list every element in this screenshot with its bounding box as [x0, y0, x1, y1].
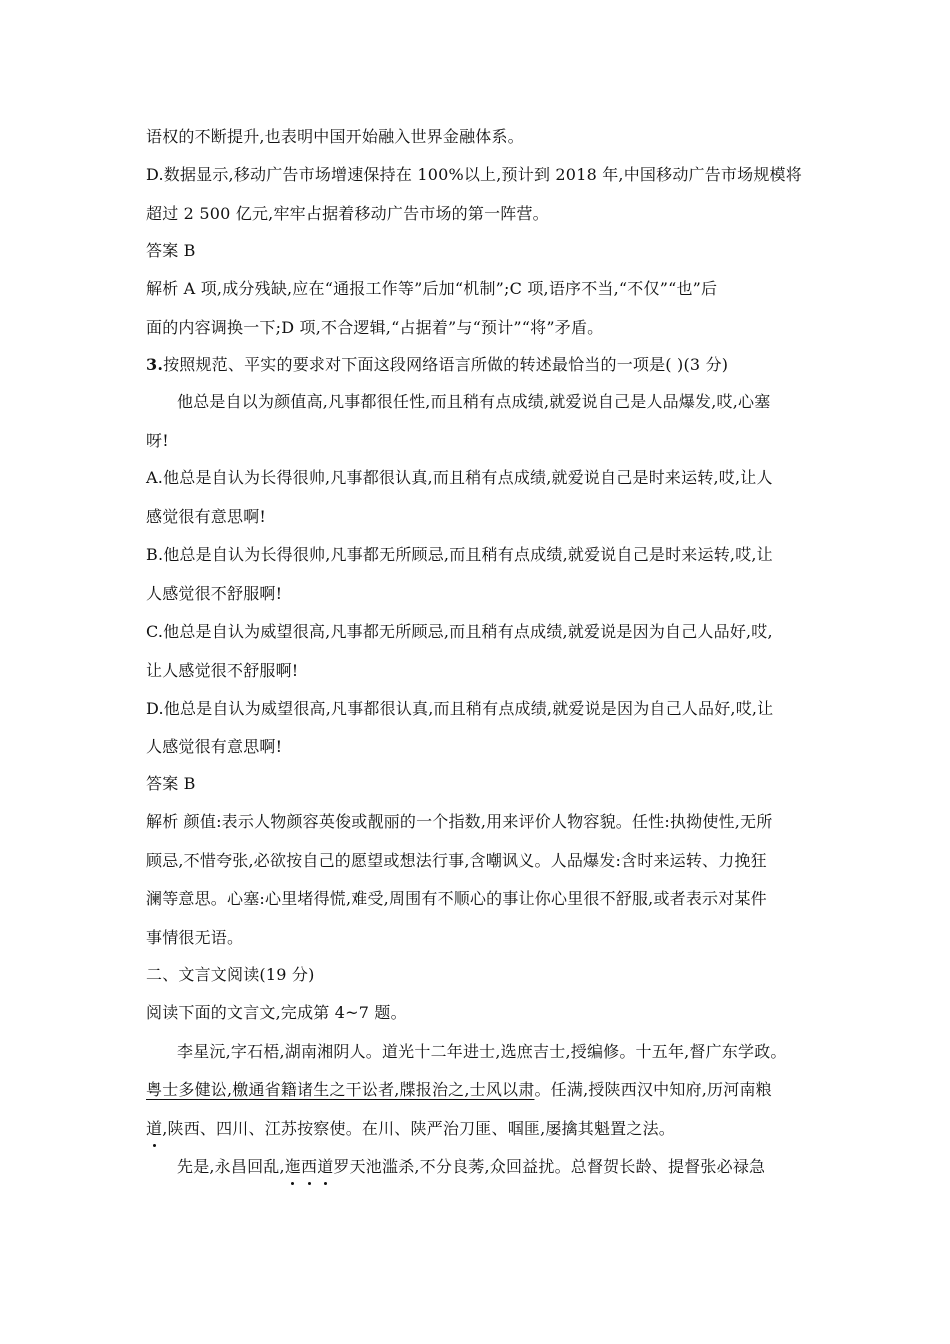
option-a-line-1: A.他总是自认为长得很帅,凡事都很认真,而且稍有点成绩,就爱说自己是时来运转,哎,让人 [146, 468, 773, 487]
answer-line: 答案 B [146, 241, 196, 260]
emphasized-char: 道 [317, 1157, 334, 1176]
option-b-line-2: 人感觉很不舒服啊! [146, 584, 283, 603]
section-heading: 二、文言文阅读(19 分) [146, 965, 315, 984]
option-d-line-1: D.数据显示,移动广告市场增速保持在 100%以上,预计到 2018 年,中国移动广告市场规模将 [146, 165, 802, 184]
explanation-line-1: 解析 颜值:表示人物颜容英俊或靓丽的一个指数,用来评价人物容貌。任性:执拗使性,无所 [146, 812, 773, 831]
question-3-line [146, 355, 816, 375]
question-number: 3. [146, 355, 164, 374]
emphasized-char: 西 [300, 1157, 318, 1176]
quote-line-2: 呀! [146, 431, 169, 450]
passage-line-4 [177, 1157, 847, 1177]
text-line: 语权的不断提升,也表明中国开始融入世界金融体系。 [146, 127, 524, 146]
question-text: 按照规范、平实的要求对下面这段网络语言所做的转述最恰当的一项是( )(3 分) [163, 355, 729, 374]
explanation-line-4: 事情很无语。 [146, 928, 244, 947]
option-d3-line-2: 人感觉很有意思啊! [146, 737, 283, 756]
underlined-sentence: 粤士多健讼,檄通省籍诸生之干讼者,牒报治之,士风以肃 [146, 1080, 535, 1099]
passage-text: 先是,永昌回乱, [177, 1157, 285, 1176]
passage-line-1: 李星沅,字石梧,湖南湘阴人。道光十二年进士,选庶吉士,授编修。十五年,督广东学政。 [177, 1042, 787, 1061]
instruction-line: 阅读下面的文言文,完成第 4~7 题。 [146, 1003, 407, 1022]
option-d3-line-1: D.他总是自认为威望很高,凡事都很认真,而且稍有点成绩,就爱说是因为自己人品好,哎,让 [146, 699, 774, 718]
option-c-line-2: 让人感觉很不舒服啊! [146, 661, 299, 680]
emphasized-char: 迤 [284, 1157, 301, 1176]
answer-line: 答案 B [146, 774, 196, 793]
passage-text: 。任满,授陕西汉中知府,历河南粮 [534, 1080, 772, 1099]
explanation-line-1: 解析 A 项,成分残缺,应在“通报工作等”后加“机制”;C 项,语序不当,“不仅”“也”后 [146, 279, 718, 298]
explanation-line-2: 面的内容调换一下;D 项,不合逻辑,“占据着”与“预计”“将”矛盾。 [146, 318, 604, 337]
passage-line-2 [146, 1080, 816, 1100]
quote-line-1: 他总是自以为颜值高,凡事都很任性,而且稍有点成绩,就爱说自己是人品爆发,哎,心塞 [177, 392, 771, 411]
passage-line-3 [146, 1119, 816, 1139]
option-b-line-1: B.他总是自认为长得很帅,凡事都无所顾忌,而且稍有点成绩,就爱说自己是时来运转,哎,让 [146, 545, 773, 564]
option-d-line-2: 超过 2 500 亿元,牢牢占据着移动广告市场的第一阵营。 [146, 204, 549, 223]
explanation-line-3: 澜等意思。心塞:心里堵得慌,难受,周围有不顺心的事让你心里很不舒服,或者表示对某件 [146, 889, 767, 908]
explanation-line-2: 顾忌,不惜夸张,必欲按自己的愿望或想法行事,含嘲讽义。人品爆发:含时来运转、力挽狂 [146, 851, 767, 870]
passage-text: ,陕西、四川、江苏按察使。在川、陕严治刀匪、啯匪,屡擒其魁置之法。 [162, 1119, 675, 1138]
emphasized-char: 道 [146, 1119, 163, 1138]
option-c-line-1: C.他总是自认为威望很高,凡事都无所顾忌,而且稍有点成绩,就爱说是因为自己人品好,哎, [146, 622, 773, 641]
passage-text: 罗天池滥杀,不分良莠,众回益扰。总督贺长龄、提督张必禄急 [333, 1157, 766, 1176]
option-a-line-2: 感觉很有意思啊! [146, 507, 267, 526]
